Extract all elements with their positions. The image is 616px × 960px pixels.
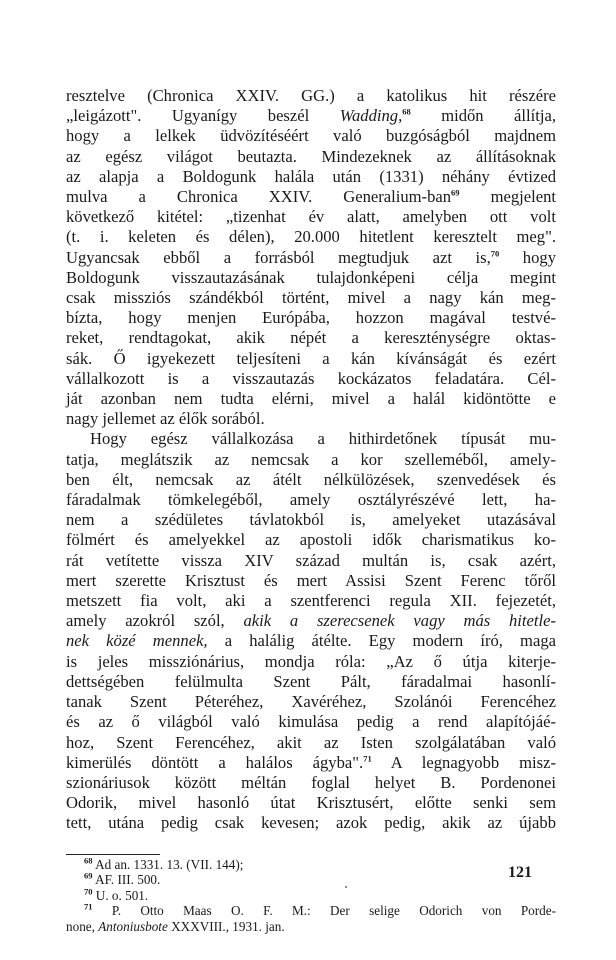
footnotes bbox=[66, 857, 556, 935]
page-number: 121 bbox=[508, 864, 532, 881]
text-line: „leigázott". Ugyanígy beszél Wadding,$^{68}$ midőn állítja, bbox=[66, 106, 556, 126]
text-line: hoz, Szent Ferencéhez, akit az Isten szolgálatában való bbox=[66, 732, 556, 752]
text-line: Ugyancsak ebből a forrásból megtudjuk azt is,$^{70}$ hogy bbox=[66, 247, 556, 267]
quoted-rule-phrase-cont: nek közé mennek, bbox=[66, 631, 208, 651]
text-line: (t. i. keleten és délen), 20.000 hitetlent keresztelt meg". bbox=[66, 227, 556, 247]
text-line: nek közé mennek, a halálig átélte. Egy modern író, maga bbox=[66, 631, 556, 651]
text-line: az alapja a Boldogunk halála után (1331) néhány évtized bbox=[66, 166, 556, 186]
text-line: amely azokról szól, akik a szerecsenek vagy más hitetle- bbox=[66, 611, 556, 631]
footnote-separator bbox=[66, 854, 160, 855]
text-line: hogy a lelkek üdvözítéséért való buzgóságból majdnem bbox=[66, 126, 556, 146]
quoted-rule-phrase: akik a szerecsenek vagy más hitetle- bbox=[243, 611, 556, 631]
text-line: metszett fia volt, aki a szentferenci regula XII. fejezetét, bbox=[66, 591, 556, 611]
text-line: tett, utána pedig csak kevesen; azok pedig, akik az újabb bbox=[66, 813, 556, 833]
text-line: csak missziós szándékból történt, mivel a nagy kán meg- bbox=[66, 288, 556, 308]
text-line: és az ő világból való kimulása pedig a rend alapítójáé- bbox=[66, 712, 556, 732]
footnote-68: $^{68}$ Ad an. 1331. 13. (VII. 144); bbox=[84, 855, 244, 872]
text-line: mert szerette Krisztust és mert Assisi Szent Ferenc tőről bbox=[66, 570, 556, 590]
text-line: szionáriusok között méltán foglal helyet B. Pordenonei bbox=[66, 772, 556, 792]
print-speck bbox=[345, 886, 347, 888]
text-line: kimerülés döntött a halálos ágyba".$^{71}$ A legnagyobb misz- bbox=[66, 752, 556, 772]
footnote-ref-68: 68 bbox=[402, 106, 411, 117]
text-line: mulva a Chronica XXIV. Generalium-ban$^{69}$ megjelent bbox=[66, 187, 556, 207]
text-line: resztelve (Chronica XXIV. GG.) a katolikus hit részére bbox=[66, 86, 556, 105]
text-line: tanak Szent Péteréhez, Xavéréhez, Szolánói Ferencéhez bbox=[66, 692, 556, 712]
text-line: Odorik, mivel hasonló útat Krisztusért, előtte senki sem bbox=[66, 793, 556, 813]
author-name-wadding: Wadding, bbox=[339, 106, 403, 126]
footnote-71-continued: none, Antoniusbote XXXVIII., 1931. jan. bbox=[66, 918, 285, 934]
text-line: nem a szédületes távlatokból is, amelyeket utazásával bbox=[66, 510, 556, 530]
text-line: fáradalmak tömkelegéből, amely osztályrészévé lett, ha- bbox=[66, 490, 556, 510]
text-line: vállalkozott is a visszautazás kockázatos feladatára. Cél- bbox=[66, 368, 556, 388]
footnote-ref-70: 70 bbox=[490, 248, 500, 259]
footnote-70: $^{70}$ U. o. 501. bbox=[84, 886, 149, 903]
text-line: Hogy egész vállalkozása a hithirdetőnek típusát mu- bbox=[90, 429, 556, 449]
page-content bbox=[66, 86, 556, 934]
text-line: sák. Ő igyekezett teljesíteni a kán kívánságát és ezért bbox=[66, 348, 556, 368]
text-line: fölmért és amelyekkel az apostoli idők charismatikus ko- bbox=[66, 530, 556, 550]
footnote-ref-69: 69 bbox=[451, 187, 460, 198]
text-line: ját azonban nem tudta elérni, mivel a halál kidöntötte e bbox=[66, 389, 556, 409]
text-line: Boldogunk visszautazásának tulajdonképeni célja megint bbox=[66, 267, 556, 287]
footnote-71: $^{71}$ P. Otto Maas O. F. M.: Der selige Odorich von Porde- bbox=[84, 901, 556, 919]
text-line: dettségében felülmulta Szent Pált, fáradalmai hasonlí- bbox=[66, 671, 556, 691]
footnote-69: $^{69}$ AF. III. 500. bbox=[84, 870, 161, 888]
body-text bbox=[66, 86, 556, 834]
paragraph-2 bbox=[66, 429, 556, 833]
text-line: ben élt, nemcsak az átélt nélkülözések, szenvedések és bbox=[66, 469, 556, 489]
text-line: bízta, hogy menjen Európába, hozzon magával testvé- bbox=[66, 308, 556, 328]
text-line: az egész világot beutazta. Mindezeknek az állításoknak bbox=[66, 146, 556, 166]
text-line: tatja, meglátszik az nemcsak a kor szelleméből, amely- bbox=[66, 449, 556, 469]
paragraph-1 bbox=[66, 86, 556, 429]
text-line: is jeles missziónárius, mondja róla: „Az ő útja kiterje- bbox=[66, 651, 556, 671]
text-line: nagy jellemet az élők sorából. bbox=[66, 409, 265, 429]
text-line: rát vetítette vissza XIV század multán is, csak azért, bbox=[66, 550, 556, 570]
text-line: reket, rendtagokat, akik népét a kereszténységre oktas- bbox=[66, 328, 556, 348]
text-line: következő kitétel: „tizenhat év alatt, amelyben ott volt bbox=[66, 207, 556, 227]
footnote-ref-71: 71 bbox=[363, 753, 372, 764]
